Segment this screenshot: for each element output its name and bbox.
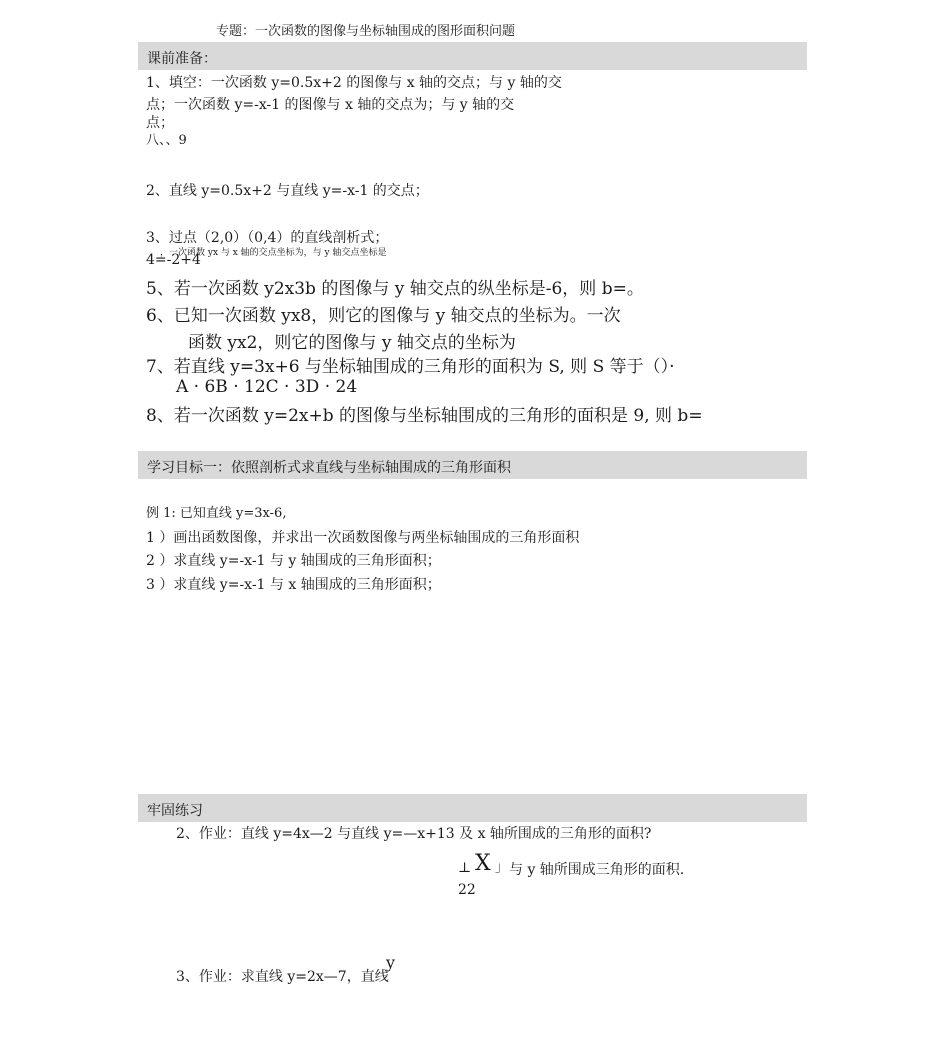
homework-line: 2、作业：直线 y=4x—2 与直线 y=—x+13 及 x 轴所围成的三角形的面积? [176,826,652,842]
question-line: 1、填空：一次函数 y=0.5x+2 的图像与 x 轴的交点；与 y 轴的交 [146,75,562,91]
perp-fragment: ⊥ [458,860,472,876]
question-line: 3、过点（2,0）（0,4）的直线剖析式； [146,230,389,246]
answer-options: A · 6B · 12C · 3D · 24 [176,377,358,397]
example-line: 2 ）求直线 y=-x-1 与 y 轴围成的三角形面积； [146,553,441,569]
section-header-prep [138,42,807,70]
question-line: 8、若一次函数 y=2x+b 的图像与坐标轴围成的三角形的面积是 9, 则 b= [146,406,703,426]
section-label: 课前准备： [147,51,217,67]
bracket-fragment: 」 [495,860,509,875]
question-line: 7、若直线 y=3x+6 与坐标轴围成的三角形的面积为 S, 则 S 等于（）· [146,357,675,377]
question-line: 八、、9 [146,133,187,148]
page-title: 专题：一次函数的图像与坐标轴围成的图形面积问题 [216,24,516,39]
question-line: 点；一次函数 y=-x-1 的图像与 x 轴的交点为；与 y 轴的交 [146,97,515,113]
question-line: 5、若一次函数 y2x3b 的图像与 y 轴交点的纵坐标是-6，则 b=。 [146,279,644,299]
section-label: 学习目标一：依照剖析式求直线与坐标轴围成的三角形面积 [147,460,511,476]
question-line: 4=-2+4 [146,252,201,268]
question-line: 6、已知一次函数 yx8，则它的图像与 y 轴交点的坐标为。一次 [146,306,621,326]
section-header-practice [138,794,807,822]
fragment-number: 22 [458,882,476,898]
question-line: 点； [146,115,174,131]
question-line: 函数 yx2，则它的图像与 y 轴交点的坐标为 [188,333,516,353]
x-fragment: X [475,851,491,876]
section-header-goal1 [138,451,807,479]
example-line: 3 ）求直线 y=-x-1 与 x 轴围成的三角形面积； [146,577,441,593]
example-line: 1 ）画出函数图像，并求出一次函数图像与两坐标轴围成的三角形面积 [146,530,580,546]
tiny-note: ，一次函数 yx 与 x 轴的交点坐标为，与 y 轴交点坐标是 [160,248,387,258]
example-line: 例 1: 已知直线 y=3x-6, [146,506,287,521]
question-line: 2、直线 y=0.5x+2 与直线 y=-x-1 的交点； [146,183,429,199]
fragment-text: 与 y 轴所围成三角形的面积. [509,862,685,878]
homework-line: 3、作业：求直线 y=2x—7，直线 [176,969,389,985]
y-fragment: y [386,953,396,972]
section-label: 牢固练习 [147,803,203,819]
